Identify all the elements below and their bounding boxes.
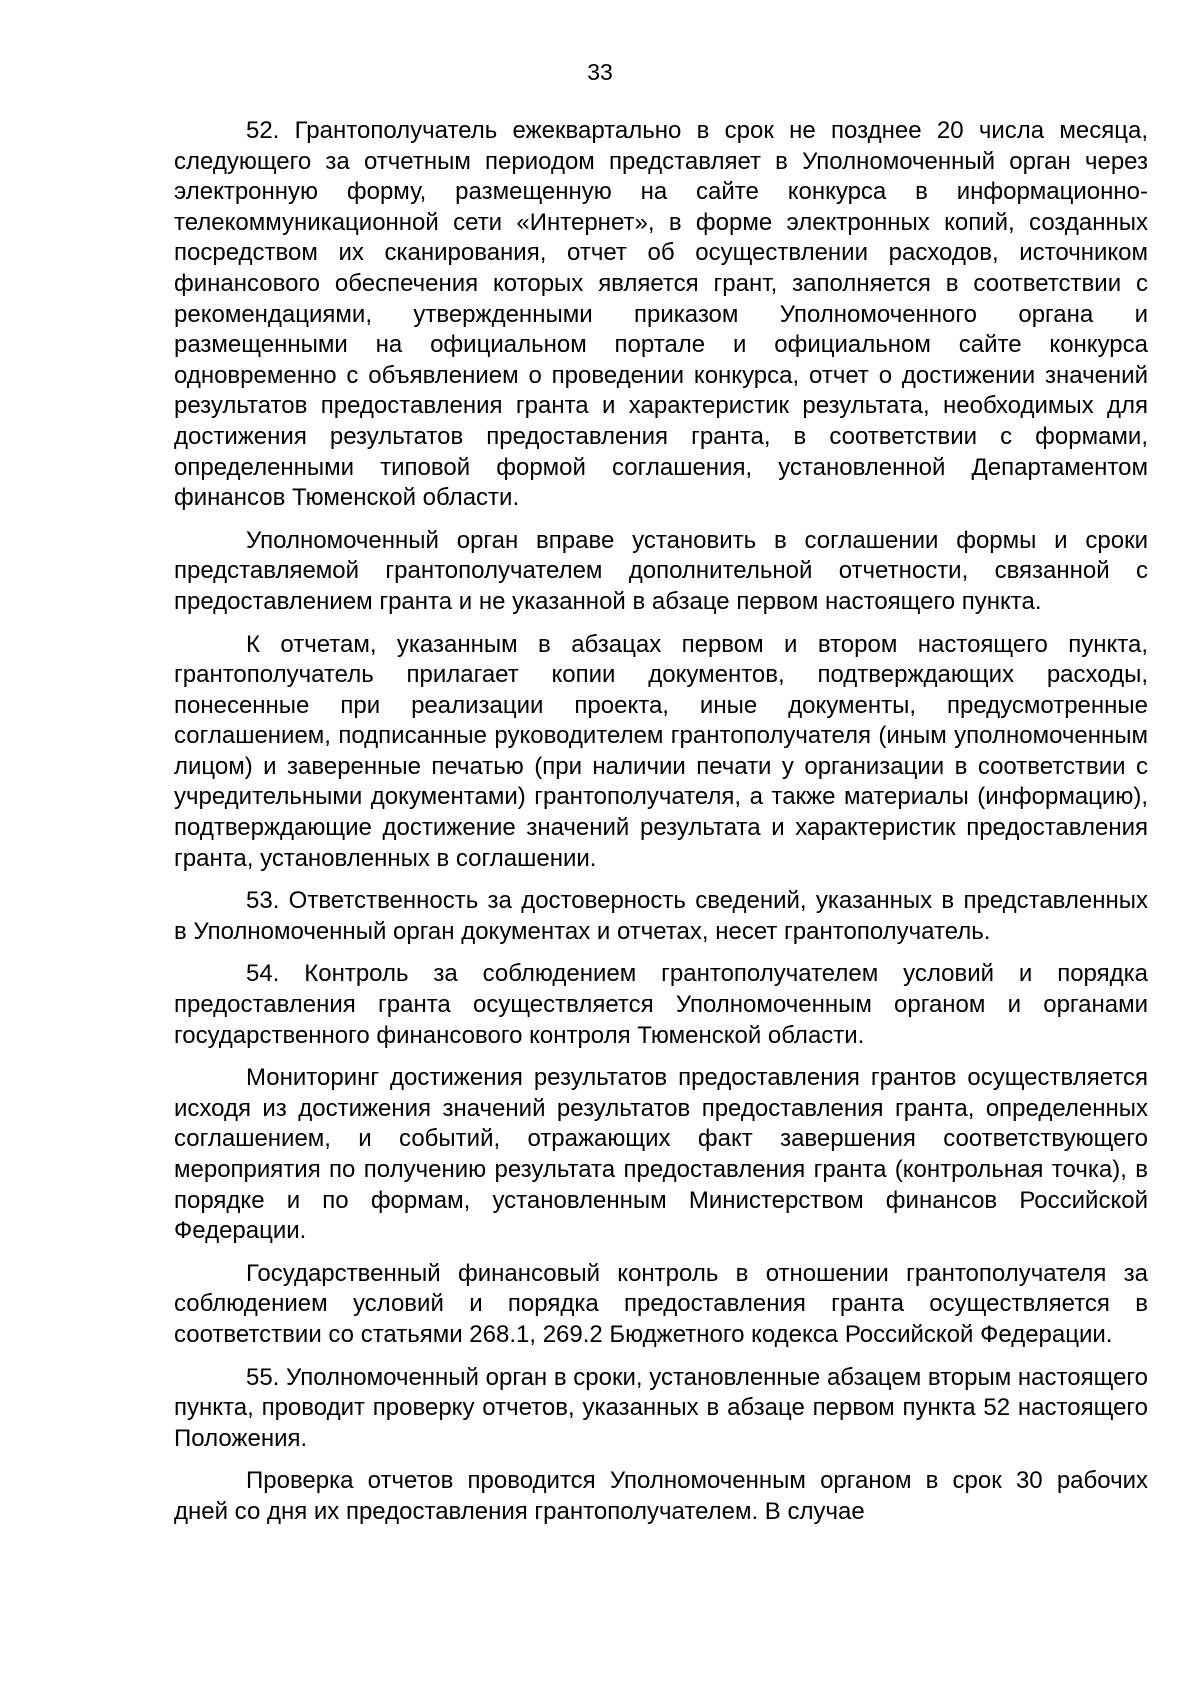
paragraph-52-additional-reporting: Уполномоченный орган вправе установить в соглашении формы и сроки представляемой грантополучателем дополнительной отчетности, связанной с предоставлением гранта и не указанной в абзаце первом настоящего пункта. bbox=[174, 526, 1148, 615]
paragraph-53: 53. Ответственность за достоверность сведений, указанных в представленных в Уполномоченный орган документах и отчетах, несет грантополучатель. bbox=[174, 887, 1148, 945]
page-number: 33 bbox=[587, 59, 613, 85]
paragraph-55: 55. Уполномоченный орган в сроки, установленные абзацем вторым настоящего пункта, проводит проверку отчетов, указанных в абзаце первом пункта 52 настоящего Положения. bbox=[174, 1363, 1148, 1452]
paragraph-54: 54. Контроль за соблюдением грантополучателем условий и порядка предоставления гранта осуществляется Уполномоченным органом и органами государственного финансового контроля Тюменской области. bbox=[174, 960, 1148, 1049]
paragraph-55-verification: Проверка отчетов проводится Уполномоченным органом в срок 30 рабочих дней со дня их предоставления грантополучателем. В случае bbox=[174, 1467, 1148, 1525]
paragraph-54-monitoring: Мониторинг достижения результатов предоставления грантов осуществляется исходя из достижения значений результатов предоставления гранта, определенных соглашением, и событий, отражающих факт завершения соответствующего мероприятия по получению результата предоставления гранта (контрольная точка), в порядке и по формам, установленным Министерством финансов Российской Федерации. bbox=[174, 1064, 1148, 1245]
paragraph-52: 52. Грантополучатель ежеквартально в срок не позднее 20 числа месяца, следующего за отчетным периодом представляет в Уполномоченный орган через электронную форму, размещенную на сайте конкурса в информационно-телекоммуникационной сети «Интернет», в форме электронных копий, созданных посредством их сканирования, отчет об осуществлении расходов, источником финансового обеспечения которых является грант, заполняется в соответствии с рекомендациями, утвержденными приказом Уполномоченного органа и размещенными на официальном портале и официальном сайте конкурса одновременно с объявлением о проведении конкурса, отчет о достижении значений результатов предоставления гранта и характеристик результата, необходимых для достижения результатов предоставления гранта, в соответствии с формами, определенными типовой формой соглашения, установленной Департаментом финансов Тюменской области. bbox=[174, 117, 1148, 512]
document-body bbox=[174, 116, 1148, 1528]
paragraph-52-attachments: К отчетам, указанным в абзацах первом и втором настоящего пункта, грантополучатель прилагает копии документов, подтверждающих расходы, понесенные при реализации проекта, иные документы, предусмотренные соглашением, подписанные руководителем грантополучателя (иным уполномоченным лицом) и заверенные печатью (при наличии печати у организации в соответствии с учредительными документами) грантополучателя, а также материалы (информацию), подтверждающие достижение значений результата и характеристик предоставления гранта, установленных в соглашении. bbox=[174, 630, 1148, 872]
paragraph-54-financial-control: Государственный финансовый контроль в отношении грантополучателя за соблюдением условий и порядка предоставления гранта осуществляется в соответствии со статьями 268.1, 269.2 Бюджетного кодекса Российской Федерации. bbox=[174, 1259, 1148, 1348]
